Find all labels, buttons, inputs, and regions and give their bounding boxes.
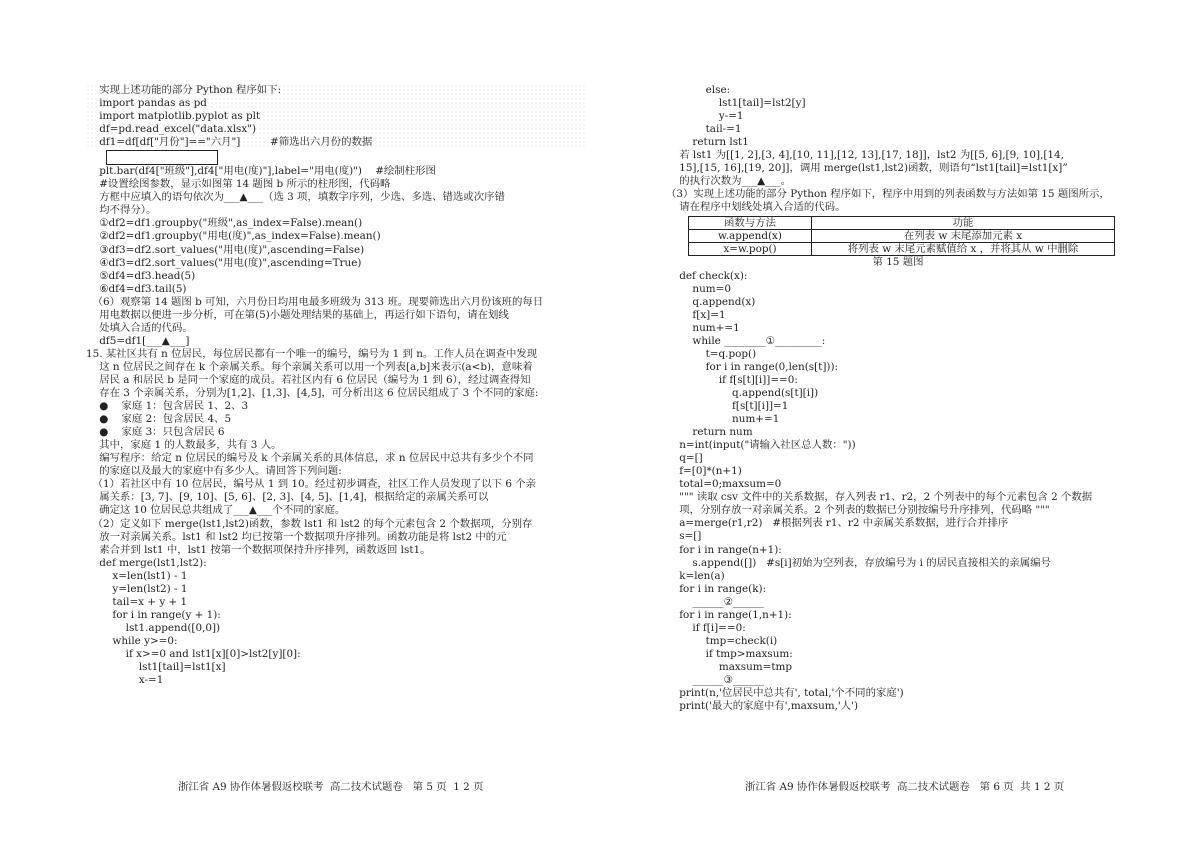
text-line: 15],[15, 16],[19, 20]]，调用 merge(lst1,lst2)函数，则语句“lst1[tail]=lst1[x]” [666, 162, 1068, 175]
page-6-column [666, 84, 1126, 713]
text-line: q=[] [666, 452, 703, 465]
text-line: df5=df1[___▲___] [86, 334, 190, 347]
text-line: 请在程序中划线处填入合适的代码。 [666, 201, 846, 214]
text-line: f[s[t][i]]=1 [666, 399, 789, 412]
text-line: plt.bar(df4["班级"],df4["用电(度)"],label="用电(度)") #绘制柱形图 [86, 165, 436, 178]
text-line: if x>=0 and lst1[x][0]>lst2[y][0]: [86, 647, 301, 660]
text-line: ● 家庭 1：包含居民 1、2、3 [86, 400, 249, 413]
text-line: ● 家庭 2：包含居民 4、5 [86, 413, 232, 426]
text-line: （6）观察第 14 题图 b 可知，六月份日均用电最多班级为 313 班。现要筛选出六月份该班的每日 [86, 295, 544, 308]
page-5-footer: 浙江省 A9 协作体暑假返校联考 高二技术试题卷 第 5 页 1 2 页 [178, 781, 484, 793]
text-line: #设置绘图参数，显示如图第 14 题图 b 所示的柱形图，代码略 [86, 178, 391, 191]
text-line: a=merge(r1,r2) #根据列表 r1、r2 中亲属关系数据，进行合并排序 [666, 517, 1009, 530]
text-line: s=[] [666, 530, 702, 543]
text-line: 均不得分）。 [86, 204, 157, 217]
text-line: import matplotlib.pyplot as plt [86, 110, 586, 123]
text-line: if tmp>maxsum: [666, 647, 793, 660]
text-line: （1）若社区中有 10 位居民，编号从 1 到 10。经过初步调查，社区工作人员发现了以下 6 个亲 [86, 478, 537, 491]
text-line: """ 读取 csv 文件中的关系数据，存入列表 r1、r2，2 个列表中的每个元素包含 2 个数据 [666, 491, 1093, 504]
text-line: df1=df[df["月份"]=="六月"] #筛选出六月份的数据 [86, 136, 586, 149]
text-line: for i in range(1,n+1): [666, 608, 792, 621]
text-line: ⑤df4=df3.head(5) [86, 269, 196, 282]
text-line: q.append(s[t][i]) [666, 386, 819, 399]
text-line: return lst1 [666, 136, 749, 149]
text-line: 其中，家庭 1 的人数最多，共有 3 人。 [86, 439, 282, 452]
text-line: for i in range(y + 1): [86, 608, 221, 621]
text-line: 放一对亲属关系。lst1 和 lst2 均已按第一个数据项升序排列。函数功能是将 lst2 中的元 [86, 530, 507, 543]
text-line: total=0;maxsum=0 [666, 478, 782, 491]
text-line: 方框中应填入的语句依次为___▲___（选 3 项，填数字序列，少选、多选、错选或次序错 [86, 191, 505, 204]
text-line: 的执行次数为___▲___。 [666, 175, 792, 188]
text-line: 处填入合适的代码。 [86, 321, 193, 334]
text-line: ⑥df4=df3.tail(5) [86, 282, 187, 295]
text-line: while ________①_________: [666, 334, 826, 347]
text-line: 的家庭以及最大的家庭中有多少人。请回答下列问题: [86, 465, 342, 478]
table-row [689, 243, 1115, 256]
text-line: def merge(lst1,lst2): [86, 556, 207, 569]
text-line: import pandas as pd [86, 97, 586, 110]
table-header: 函数与方法 [689, 217, 812, 230]
text-line: 编写程序：给定 n 位居民的编号及 k 个亲属关系的具体信息，求 n 位居民中总共有多少个不同 [86, 452, 534, 465]
text-line: tail-=1 [666, 123, 742, 136]
table-cell: 将列表 w 末尾元素赋值给 x ，并将其从 w 中删除 [812, 243, 1115, 256]
text-line: t=q.pop() [666, 347, 757, 360]
text-line: for i in range(n+1): [666, 543, 782, 556]
page-6-footer: 浙江省 A9 协作体暑假返校联考 高二技术试题卷 第 6 页 共 1 2 页 [745, 781, 1065, 793]
text-line: 属关系：[3, 7]、[9, 10]、[5, 6]、[2, 3]、[4, 5]、[1,4]，根据给定的亲属关系可以 [86, 491, 489, 504]
text-line: if f[s[t][i]]==0: [666, 373, 798, 386]
text-line: lst1.append([0,0]) [86, 621, 221, 634]
text-line: f[x]=1 [666, 308, 726, 321]
text-line: print(n,'位居民中总共有', total,'个不同的家庭') [666, 687, 904, 700]
text-line: lst1[tail]=lst1[x] [86, 661, 226, 674]
text-line: 项，分别存放一对亲属关系。2 个列表的数据已分别按编号升序排列，代码略 """ [666, 504, 1050, 517]
text-line: ②df2=df1.groupby("用电(度)",as_index=False).mean() [86, 230, 381, 243]
text-line: num+=1 [666, 413, 780, 426]
function-table [688, 216, 1115, 256]
text-line: n=int(input("请输入社区总人数：")) [666, 439, 856, 452]
table-row [689, 230, 1115, 243]
text-line: while y>=0: [86, 634, 178, 647]
text-line: for i in range(k): [666, 582, 767, 595]
text-line: def check(x): [666, 269, 748, 282]
text-line: y=len(lst2) - 1 [86, 582, 188, 595]
answer-box [106, 150, 218, 165]
table-cell: w.append(x) [689, 230, 812, 243]
text-line: 实现上述功能的部分 Python 程序如下: [86, 84, 586, 97]
text-line: for i in range(0,len(s[t])): [666, 360, 839, 373]
text-line: （2）定义如下 merge(lst1,lst2)函数，参数 lst1 和 lst2 的每个元素包含 2 个数据项，分别存 [86, 517, 533, 530]
table-caption: 第 15 题图 [872, 256, 924, 269]
text-line: （3）实现上述功能的部分 Python 程序如下，程序中用到的列表函数与方法如第 15 题图所示， [666, 188, 1110, 201]
text-line: 素合并到 lst1 中，lst1 按第一个数据项保持升序排列，函数返回 lst1。 [86, 543, 431, 556]
text-line: ③df3=df2.sort_values("用电(度)",ascending=False) [86, 243, 365, 256]
text-line: 若 lst1 为[[1, 2],[3, 4],[10, 11],[12, 13],[17, 18]]，lst2 为[[5, 6],[9, 10],[14, [666, 149, 1064, 162]
text-line: ④df3=df2.sort_values("用电(度)",ascending=True) [86, 256, 362, 269]
text-line: 存在 3 个亲属关系，分别为[1,2]、[1,3]、[4,5]，可分析出这 6 位居民组成了 3 个不同的家庭: [86, 387, 539, 400]
text-line: ______③______ [666, 673, 765, 686]
table-cell: x=w.pop() [689, 243, 812, 256]
text-line: ①df2=df1.groupby("班级",as_index=False).mean() [86, 217, 363, 230]
text-line: ● 家庭 3：只包含居民 6 [86, 426, 225, 439]
text-line: q.append(x) [666, 295, 756, 308]
text-line: y-=1 [666, 110, 744, 123]
text-line: 居民 a 和居民 b 是同一个家庭的成员。若社区内有 6 位居民（编号为 1 到 6），经过调查得知 [86, 373, 531, 386]
table-cell: 在列表 w 末尾添加元素 x [812, 230, 1115, 243]
text-line: 确定这 10 位居民总共组成了___▲___个不同的家庭。 [86, 504, 346, 517]
text-line: df=pd.read_excel("data.xlsx") [86, 123, 586, 136]
text-line: tail=x + y + 1 [86, 595, 188, 608]
text-line: ______②______ [666, 595, 765, 608]
text-line: num=0 [666, 282, 731, 295]
text-line: 15. 某社区共有 n 位居民，每位居民都有一个唯一的编号，编号为 1 到 n。工作人员在调查中发现 [86, 347, 538, 360]
text-line: return num [666, 426, 753, 439]
text-line: x=len(lst1) - 1 [86, 569, 188, 582]
table-header: 功能 [812, 217, 1115, 230]
text-line: k=len(a) [666, 569, 725, 582]
text-line: x-=1 [86, 674, 164, 687]
text-line: s.append([]) #s[i]初始为空列表，存放编号为 i 的居民直接相关的亲属编号 [666, 556, 1051, 569]
text-line: else: [666, 84, 731, 96]
text-line: f=[0]*(n+1) [666, 465, 742, 478]
page-5-column [86, 84, 586, 687]
text-line: maxsum=tmp [666, 660, 793, 673]
text-line: tmp=check(i) [666, 634, 778, 647]
text-line: print('最大的家庭中有',maxsum,'人') [666, 700, 859, 713]
text-line: num+=1 [666, 321, 740, 334]
text-line: 这 n 位居民之间存在 k 个亲属关系。每个亲属关系可以用一个列表[a,b]来表示(a<b)，意味着 [86, 360, 533, 373]
text-line: 用电数据以便进一步分析，可在第(5)小题处理结果的基础上，再运行如下语句，请在划线 [86, 308, 509, 321]
text-line: if f[i]==0: [666, 621, 746, 634]
text-line: lst1[tail]=lst2[y] [666, 97, 806, 110]
